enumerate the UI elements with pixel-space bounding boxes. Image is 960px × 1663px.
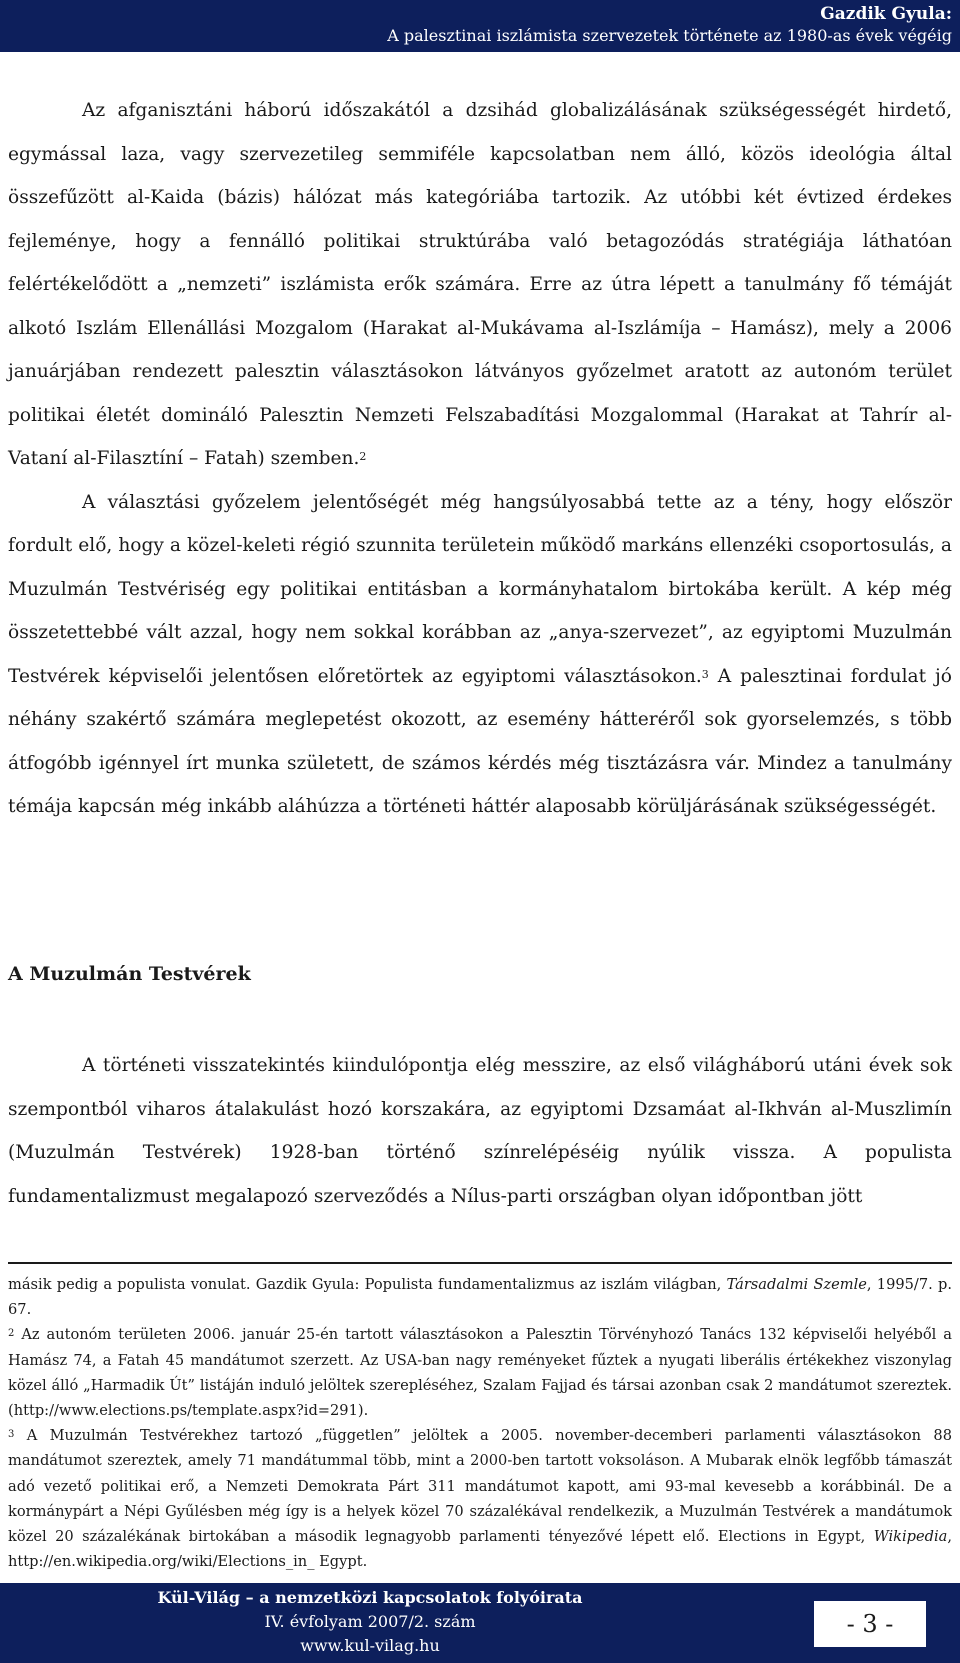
footnotes: [8, 1272, 952, 1574]
footnote-ref[interactable]: 3: [701, 667, 709, 681]
section-2-body: [8, 1044, 952, 1218]
source-title: Wikipedia: [873, 1528, 948, 1546]
page-number: - 3 -: [814, 1601, 926, 1647]
header-author: Gazdik Gyula:: [820, 4, 952, 24]
paragraph-text: A választási győzelem jelentőségét még hangsúlyosabbá tette az a tény, hogy először fordult elő, hogy a közel-keleti régió szunnita területein működő markáns ellenzéki csoportosulás, a Muzulmán Testvériség egy politikai entitásban a kormányhatalom birtokába került. A kép még összetettebbé vált azzal, hogy nem sokkal korábban az „anya-szervezet”, az egyiptomi Muzulmán Testvérek képviselői jelentősen előretörtek az egyiptomi választásokon.: [8, 491, 952, 687]
footer-issue: IV. évfolyam 2007/2. szám: [264, 1612, 476, 1631]
footnote-number: 2: [8, 1328, 15, 1340]
paragraph: [8, 481, 952, 829]
paragraph-text: A történeti visszatekintés kiindulópontja elég messzire, az első világháború utáni évek sok szempontból viharos átalakulást hozó korszakára, az egyiptomi Dzsamáat al-Ikhván al-Muszlimín (Muzulmán Testvérek) 1928-ban történő színrelépéséig nyúlik vissza. A populista fundamentalizmust megalapozó szerveződés a Nílus-parti országban olyan időpontban jött: [8, 1055, 952, 1207]
footnote-continuation: [8, 1272, 952, 1322]
footnote-3: [8, 1423, 952, 1574]
journal-title: Társadalmi Szemle: [726, 1276, 867, 1293]
paragraph: [8, 89, 952, 481]
footnote-text: , http://en.wikipedia.org/wiki/Elections_in_ Egypt.: [8, 1528, 952, 1571]
footnote-text: másik pedig a populista vonulat. Gazdik Gyula: Populista fundamentalizmus az iszlám világban,: [8, 1276, 727, 1293]
footnote-text: A Muzulmán Testvérekhez tartozó „független” jelöltek a 2005. november-decemberi parlamenti választásokon 88 mandátumot szereztek, amely 71 mandátummal több, mint a 2000-ben tartott voksoláson. A Mubarak elnök legfőbb támaszát adó vezető politikai erő, a Nemzeti Demokrata Párt 311 mandátumot kapott, ami 93-mal kevesebb a korábbinál. De a kormánypárt a Népi Gyűlésben még így is a helyek közel 70 százalékával rendelkezik, a Muzulmán Testvérek a mandátumok közel 20 százalékának birtokában a második legnagyobb parlamenti tényezővé lépett elő. Elections in Egypt,: [8, 1427, 952, 1546]
paragraph-text: A palesztinai fordulat jó néhány szakértő számára meglepetést okozott, az esemény hátteréről sok gyorselemzés, s több átfogóbb igénnyel írt munka született, de számos kérdés még tisztázásra vár. Mindez a tanulmány témája kapcsán még inkább aláhúzza a történeti háttér alaposabb körüljárásának szükségességét.: [8, 665, 952, 817]
paragraph: [8, 1044, 952, 1218]
footnote-number: 3: [8, 1429, 15, 1441]
paragraph-text: Az afganisztáni háború időszakától a dzsihád globalizálásának szükségességét hirdető, egymással laza, vagy szervezetileg semmiféle kapcsolatban nem álló, közös ideológia által összefűzött al-Kaida (bázis) hálózat más kategóriába tartozik. Az utóbbi két évtized érdekes fejleménye, hogy a fennálló politikai struktúrába való betagozódás stratégiája láthatóan felértékelődött a „nemzeti” iszlámista erők számára. Erre az útra lépett a tanulmány fő témáját alkotó Iszlám Ellenállási Mozgalom (Harakat al-Mukávama al-Iszlámíja – Hamász), mely a 2006 januárjában rendezett palesztin választásokon látványos győzelmet aratott az autonóm terület politikai életét domináló Palesztin Nemzeti Felszabadítási Mozgalommal (Harakat at Tahrír al-Vataní al-Filasztíní – Fatah) szemben.: [8, 100, 952, 469]
footnote-text: Az autonóm területen 2006. január 25-én tartott választásokon a Palesztin Törvényhozó Tanács 132 képviselői helyéből a Hamász 74, a Fatah 45 mandátumot szerzett. Az USA-ban nagy reményeket fűztek a nyugati liberális értékekhez viszonylag közel álló „Harmadik Út” listáján induló jelöltek szerepléséhez, Szalam Fajjad és társai azonban csak 2 mandátumot szereztek. (http://www.elections.ps/template.aspx?id=291).: [8, 1326, 952, 1420]
footer-url[interactable]: www.kul-vilag.hu: [300, 1636, 440, 1655]
header-title: A palesztinai iszlámista szervezetek története az 1980-as évek végéig: [387, 26, 952, 45]
section-1-body: [8, 89, 952, 829]
footnote-ref[interactable]: 2: [359, 450, 367, 463]
footnote-text: , 1995/7. p. 67.: [8, 1276, 952, 1319]
footnote-divider: [8, 1262, 952, 1264]
footnote-2: [8, 1322, 952, 1423]
section-heading: A Muzulmán Testvérek: [8, 963, 251, 985]
page-header: [0, 0, 960, 52]
footer-journal: Kül-Világ – a nemzetközi kapcsolatok folyóirata: [157, 1588, 583, 1607]
footer-info: [0, 1586, 740, 1658]
page-footer: [0, 1583, 960, 1663]
